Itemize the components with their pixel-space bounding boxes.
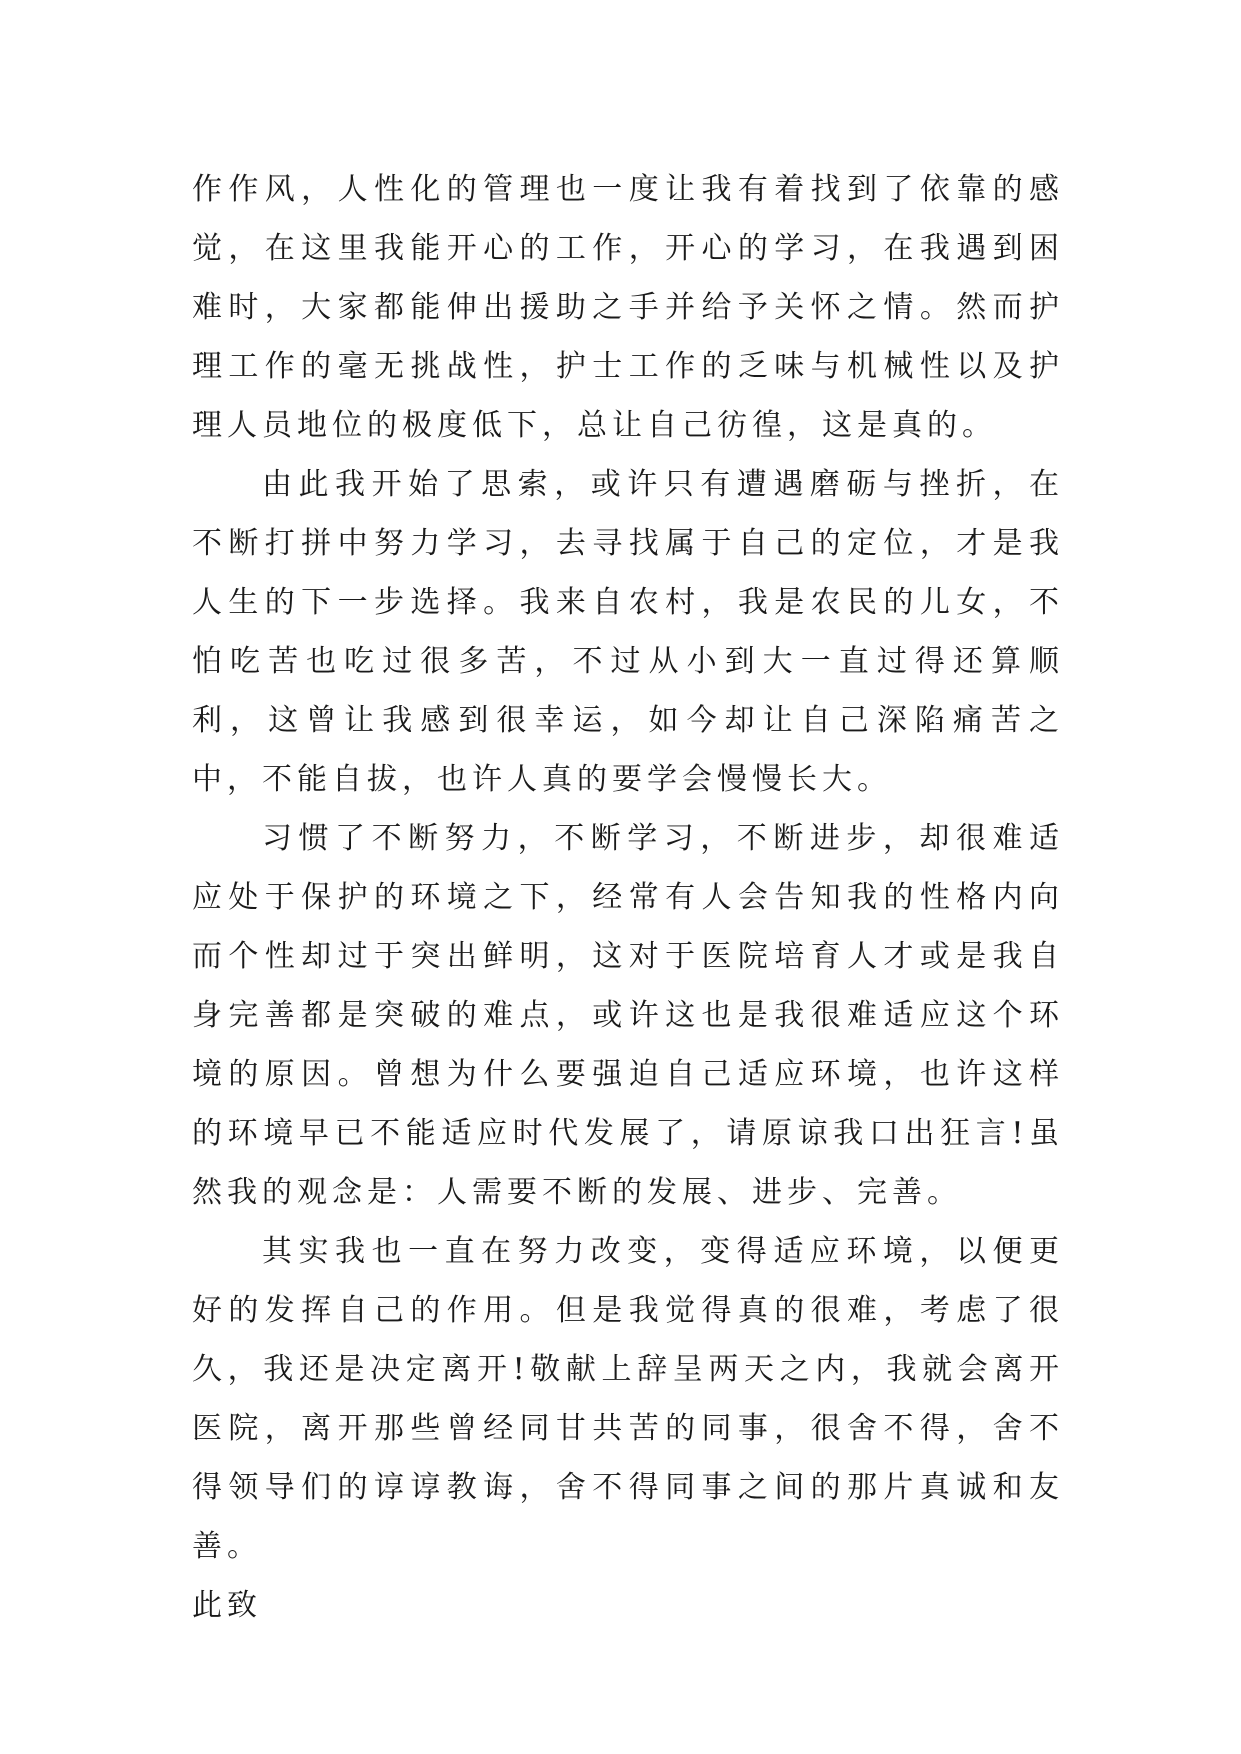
paragraph-decision: 其实我也一直在努力改变，变得适应环境，以便更好的发挥自己的作用。但是我觉得真的很难，考虑了很久，我还是决定离开!敬献上辞呈两天之内，我就会离开医院，离开那些曾经同甘共苦的同事，很舍不得，舍不得领导们的谆谆教诲，舍不得同事之间的那片真诚和友善。 <box>192 1234 1064 1564</box>
paragraph-continuation: 作作风，人性化的管理也一度让我有着找到了依靠的感觉，在这里我能开心的工作，开心的学习，在我遇到困难时，大家都能伸出援助之手并给予关怀之情。然而护理工作的毫无挑战性，护士工作的乏味与机械性以及护理人员地位的极度低下，总让自己彷徨，这是真的。 <box>192 172 1064 443</box>
document-body <box>192 160 1064 1635</box>
paragraph-reflection: 由此我开始了思索，或许只有遭遇磨砺与挫折，在不断打拼中努力学习，去寻找属于自己的定位，才是我人生的下一步选择。我来自农村，我是农民的儿女，不怕吃苦也吃过很多苦，不过从小到大一直过得还算顺利，这曾让我感到很幸运，如今却让自己深陷痛苦之中，不能自拔，也许人真的要学会慢慢长大。 <box>192 467 1064 797</box>
closing-salutation: 此致 <box>192 1588 262 1623</box>
paragraph-adaptation: 习惯了不断努力，不断学习，不断进步，却很难适应处于保护的环境之下，经常有人会告知我的性格内向而个性却过于突出鲜明，这对于医院培育人才或是我自身完善都是突破的难点，或许这也是我很难适应这个环境的原因。曾想为什么要强迫自己适应环境，也许这样的环境早已不能适应时代发展了，请原谅我口出狂言!虽然我的观念是：人需要不断的发展、进步、完善。 <box>192 821 1064 1210</box>
